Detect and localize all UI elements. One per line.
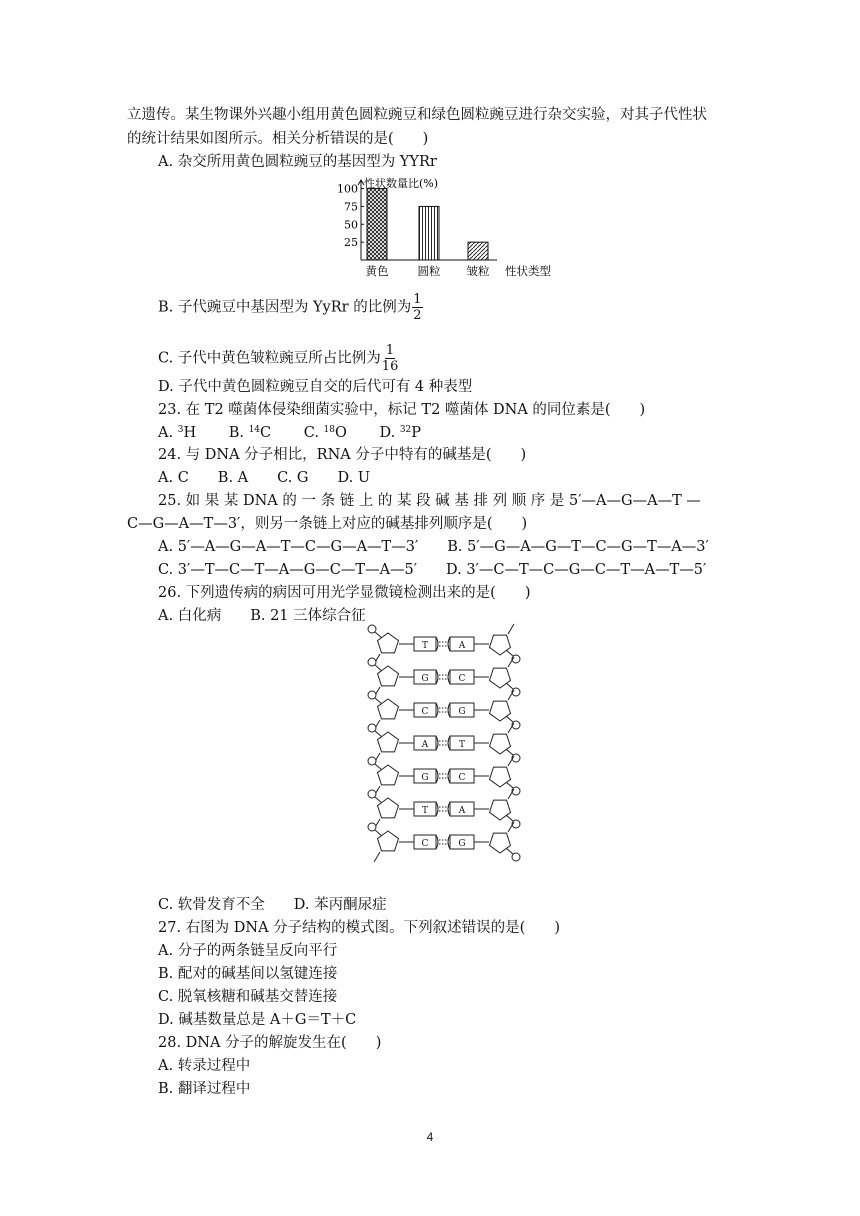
- base-letter-right: G: [458, 707, 466, 717]
- backbone-bond: [374, 852, 380, 862]
- base-letter-left: G: [421, 773, 429, 783]
- q28-option-b: B. 翻译过程中: [158, 1081, 251, 1097]
- backbone-bond: [506, 848, 513, 854]
- deoxyribose-pentagon: [490, 800, 511, 820]
- q22-option-d: D. 子代中黄色圆粒豌豆自交的后代可有 4 种表型: [158, 379, 473, 395]
- backbone-bond: [506, 650, 513, 656]
- intro-line-1: 立遗传。某生物课外兴趣小组用黄色圆粒豌豆和绿色圆粒豌豆进行杂交实验，对其子代性状: [127, 107, 707, 123]
- x-category-label: 圆粒: [417, 264, 441, 278]
- page-number: 4: [426, 1130, 434, 1144]
- backbone-bond: [506, 749, 513, 755]
- x-category-label: 皱粒: [466, 264, 490, 278]
- base-letter-left: A: [421, 740, 429, 750]
- base-letter-left: C: [421, 707, 429, 717]
- x-category-label: 黄色: [365, 264, 389, 278]
- y-tick-label: 50: [344, 218, 358, 232]
- deoxyribose-pentagon: [378, 798, 399, 818]
- trait-ratio-bar-chart: [325, 172, 565, 280]
- y-axis-label: 性状数量比(%): [364, 177, 439, 190]
- y-tick-label: 25: [344, 236, 358, 250]
- phosphate-circle: [368, 691, 376, 699]
- backbone-bond: [508, 624, 514, 634]
- backbone-bond: [375, 698, 382, 704]
- x-axis-label: 性状类型: [505, 264, 551, 278]
- q23-stem: 23. 在 T2 噬菌体侵染细菌实验中，标记 T2 噬菌体 DNA 的同位素是( ): [158, 402, 646, 418]
- mass-number: 14: [248, 425, 261, 435]
- bar-皱粒: [468, 242, 488, 260]
- mass-number: 32: [399, 425, 412, 435]
- backbone-bond: [375, 830, 382, 836]
- deoxyribose-pentagon: [490, 734, 511, 754]
- q26-stem: 26. 下列遗传病的病因可用光学显微镜检测出来的是( ): [158, 585, 531, 601]
- q27-option-b: B. 配对的碱基间以氢键连接: [158, 966, 338, 982]
- q27-option-d: D. 碱基数量总是 A＋G＝T＋C: [158, 1012, 357, 1028]
- dna-structure-diagram: [360, 620, 530, 870]
- q22-option-b: [158, 292, 423, 323]
- q27-option-c: C. 脱氧核糖和碱基交替连接: [158, 989, 338, 1005]
- deoxyribose-pentagon: [490, 767, 511, 787]
- phosphate-circle: [368, 823, 376, 831]
- q22-option-a: A. 杂交所用黄色圆粒豌豆的基因型为 YYRr: [158, 154, 437, 170]
- q22-option-c-text: C. 子代中黄色皱粒豌豆所占比例为: [158, 350, 381, 367]
- deoxyribose-pentagon: [378, 765, 399, 785]
- backbone-bond: [375, 731, 382, 737]
- q23-option-a: [158, 425, 196, 441]
- fraction-denominator: 16: [381, 359, 399, 374]
- q25-stem-line-2: C—G—A—T—3′，则另一条链上对应的碱基排列顺序是( ): [127, 516, 528, 532]
- deoxyribose-pentagon: [490, 701, 511, 721]
- fraction-one-sixteenth: [382, 343, 399, 374]
- base-letter-left: G: [421, 674, 429, 684]
- mass-number: 18: [323, 425, 335, 435]
- deoxyribose-pentagon: [378, 633, 399, 653]
- element-symbol: H: [183, 425, 197, 441]
- phosphate-circle: [512, 853, 520, 861]
- q25-options-cd: C. 3′—T—C—T—A—G—C—T—A—5′ D. 3′—C—T—C—G—C—T—A—T—5′: [158, 562, 707, 578]
- phosphate-circle: [368, 724, 376, 732]
- y-tick-label: 75: [344, 200, 358, 214]
- backbone-bond: [506, 782, 513, 788]
- bar-圆粒: [419, 206, 439, 260]
- option-label: D.: [379, 425, 400, 441]
- deoxyribose-pentagon: [378, 699, 399, 719]
- base-letter-right: G: [458, 839, 466, 849]
- deoxyribose-pentagon: [378, 732, 399, 752]
- q25-stem-line-1: 25. 如 果 某 DNA 的 一 条 链 上 的 某 段 碱 基 排 列 顺 序 是 5′—A—G—A—T —: [158, 493, 701, 509]
- intro-line-2: 的统计结果如图所示。相关分析错误的是( ): [127, 131, 429, 147]
- backbone-bond: [375, 797, 382, 803]
- base-letter-right: C: [458, 773, 466, 783]
- phosphate-circle: [368, 658, 376, 666]
- q23-option-c: [304, 425, 347, 441]
- q27-stem: 27. 右图为 DNA 分子结构的模式图。下列叙述错误的是( ): [158, 920, 560, 936]
- q24-options: A. C B. A C. G D. U: [158, 470, 371, 486]
- q28-stem: 28. DNA 分子的解旋发生在( ): [158, 1035, 382, 1051]
- deoxyribose-pentagon: [378, 831, 399, 851]
- backbone-bond: [375, 632, 382, 638]
- option-label: C.: [303, 425, 324, 441]
- backbone-bond: [375, 764, 382, 770]
- q24-stem: 24. 与 DNA 分子相比，RNA 分子中特有的碱基是( ): [158, 447, 527, 463]
- q28-option-a: A. 转录过程中: [158, 1058, 251, 1074]
- backbone-bond: [375, 665, 382, 671]
- q23-options: [158, 424, 421, 442]
- bar-黄色: [367, 189, 387, 260]
- fraction-denominator: 2: [413, 308, 422, 323]
- element-symbol: P: [411, 425, 422, 441]
- base-letter-right: A: [458, 806, 466, 816]
- q22-option-c: [158, 343, 398, 374]
- dna-ladder: [368, 624, 520, 862]
- backbone-bond: [506, 815, 513, 821]
- phosphate-circle: [368, 757, 376, 765]
- q26-options-cd: C. 软骨发育不全 D. 苯丙酮尿症: [158, 897, 387, 913]
- q25-options-ab: A. 5′—A—G—A—T—C—G—A—T—3′ B. 5′—G—A—G—T—C—G—T—A—3′: [158, 539, 709, 555]
- backbone-bond: [506, 716, 513, 722]
- backbone-bond: [506, 683, 513, 689]
- q23-option-d: [380, 425, 422, 441]
- q22-option-b-text: B. 子代豌豆中基因型为 YyRr 的比例为: [158, 299, 412, 316]
- y-tick-label: 100: [337, 182, 358, 196]
- base-letter-right: A: [458, 641, 466, 651]
- phosphate-circle: [368, 625, 376, 633]
- base-letter-left: T: [421, 806, 429, 816]
- base-letter-left: T: [421, 641, 429, 651]
- option-label: A.: [158, 425, 178, 441]
- q27-option-a: A. 分子的两条链呈反向平行: [158, 943, 338, 959]
- phosphate-circle: [368, 790, 376, 798]
- deoxyribose-pentagon: [378, 666, 399, 686]
- base-letter-right: C: [458, 674, 466, 684]
- fraction-numerator: 1: [413, 292, 422, 307]
- base-letter-right: T: [458, 740, 466, 750]
- mass-number: 3: [177, 425, 184, 435]
- option-label: B.: [228, 425, 249, 441]
- deoxyribose-pentagon: [490, 635, 511, 655]
- fraction-one-half: [412, 292, 422, 323]
- deoxyribose-pentagon: [490, 668, 511, 688]
- deoxyribose-pentagon: [490, 833, 511, 853]
- element-symbol: O: [335, 425, 347, 441]
- q26-options-ab: A. 白化病 B. 21 三体综合征: [158, 608, 366, 624]
- base-letter-left: C: [421, 839, 429, 849]
- fraction-numerator: 1: [385, 343, 395, 358]
- element-symbol: C: [260, 425, 272, 441]
- q23-option-b: [229, 425, 271, 441]
- chart-bars: [367, 189, 488, 260]
